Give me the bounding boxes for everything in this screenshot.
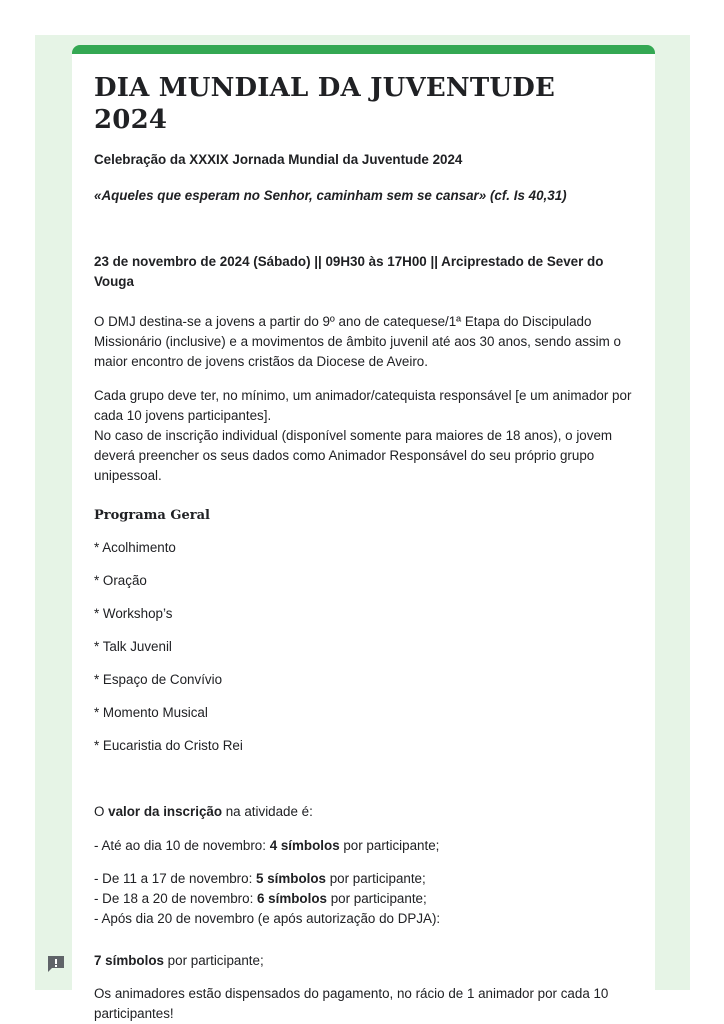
valor-bold: valor da inscrição xyxy=(108,804,223,819)
programa-item: * Espaço de Convívio xyxy=(94,672,223,687)
price-line-2 xyxy=(94,869,633,889)
programa-item: * Acolhimento xyxy=(94,540,176,555)
price-line-3 xyxy=(94,889,633,909)
price-2-bold: 5 símbolos xyxy=(256,871,326,886)
feedback-icon xyxy=(46,954,66,974)
form-subtitle: Celebração da XXXIX Jornada Mundial da Juventude 2024 xyxy=(94,152,463,167)
price-1-post: por participante; xyxy=(339,838,440,853)
group-rule-2: No caso de inscrição individual (disponível somente para maiores de 18 anos), o jovem deverá preencher os seus dados como Animador Responsável do seu próprio grupo unipessoal. xyxy=(94,428,613,483)
price-2-pre: - De 11 a 17 de novembro: xyxy=(94,871,257,886)
price-1-pre: - Até ao dia 10 de novembro: xyxy=(94,838,270,853)
group-rule-1: Cada grupo deve ter, no mínimo, um animador/catequista responsável [e um animador por cada 10 jovens participantes]. xyxy=(94,388,632,423)
price-5-bold: 7 símbolos xyxy=(94,953,164,968)
event-date-line: 23 de novembro de 2024 (Sábado) || 09H30 às 17H00 || Arciprestado de Sever do Vouga xyxy=(94,254,604,289)
price-3-bold: 6 símbolos xyxy=(257,891,327,906)
programa-item: * Momento Musical xyxy=(94,705,208,720)
programa-list xyxy=(94,538,633,756)
price-line-4: - Após dia 20 de novembro (e após autorização do DPJA): xyxy=(94,911,441,926)
feedback-button[interactable] xyxy=(44,952,68,976)
price-5-post: por participante; xyxy=(163,953,264,968)
programa-title: Programa Geral xyxy=(94,508,210,523)
form-header-card xyxy=(72,45,655,1021)
valor-inscricao-line xyxy=(94,802,633,822)
programa-item: * Workshop’s xyxy=(94,606,173,621)
animadores-note: Os animadores estão dispensados do pagamento, no rácio de 1 animador por cada 10 participantes! xyxy=(94,986,609,1021)
valor-post: na atividade é: xyxy=(222,804,313,819)
programa-item: * Oração xyxy=(94,573,147,588)
price-2-post: por participante; xyxy=(325,871,426,886)
price-3-post: por participante; xyxy=(326,891,427,906)
price-1-bold: 4 símbolos xyxy=(269,838,340,853)
form-title: DIA MUNDIAL DA JUVENTUDE 2024 xyxy=(94,73,556,135)
price-line-5 xyxy=(94,951,633,971)
price-line-1 xyxy=(94,836,633,856)
programa-item: * Eucaristia do Cristo Rei xyxy=(94,738,243,753)
valor-pre: O xyxy=(94,804,109,819)
price-3-pre: - De 18 a 20 de novembro: xyxy=(94,891,258,906)
form-quote: «Aqueles que esperam no Senhor, caminham sem se cansar» (cf. Is 40,31) xyxy=(94,188,567,203)
intro-paragraph: O DMJ destina-se a jovens a partir do 9º ano de catequese/1ª Etapa do Discipulado Missionário (inclusive) e a movimentos de âmbito juvenil até aos 30 anos, sendo assim o maior encontro de jovens cristãos da Diocese de Aveiro. xyxy=(94,314,621,369)
programa-item: * Talk Juvenil xyxy=(94,639,172,654)
